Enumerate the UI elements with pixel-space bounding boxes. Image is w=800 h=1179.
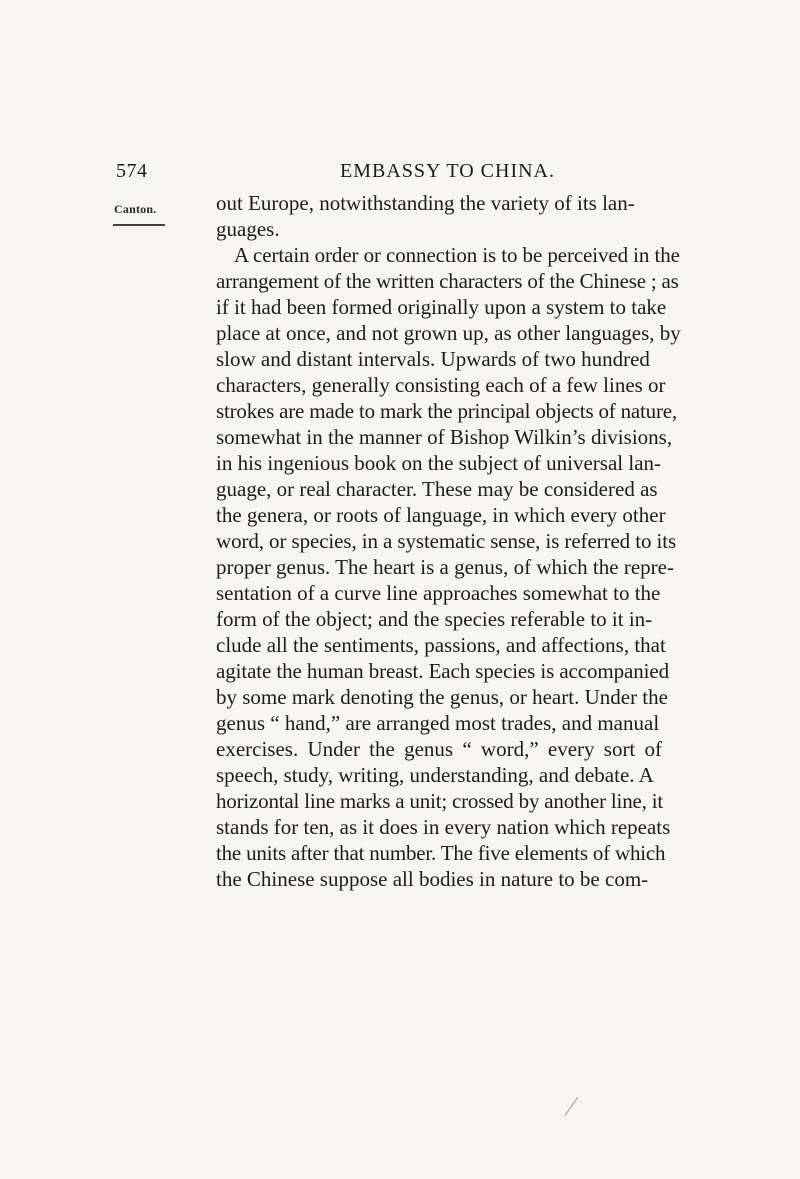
text-line: if it had been formed originally upon a system to take (216, 295, 667, 319)
text-line: slow and distant intervals. Upwards of two hundred (216, 347, 650, 371)
text-line: out Europe, notwithstanding the variety of its lan- (216, 191, 635, 215)
text-line: speech, study, writing, understanding, and debate. A (216, 763, 654, 787)
text-line: guage, or real character. These may be considered as (216, 477, 658, 501)
running-head: EMBASSY TO CHINA. (340, 160, 555, 182)
text-line: stands for ten, as it does in every nation which repeats (216, 815, 671, 839)
margin-rule (113, 224, 165, 226)
text-line: strokes are made to mark the principal objects of nature, (216, 399, 677, 423)
text-line: A certain order or connection is to be perceived in the (234, 243, 680, 267)
text-line: the Chinese suppose all bodies in nature to be com- (216, 867, 649, 891)
margin-note: Canton. (114, 202, 157, 216)
text-line: exercises. Under the genus “ word,” every sort of (216, 737, 663, 761)
text-line: clude all the sentiments, passions, and affections, that (216, 633, 666, 657)
text-line: horizontal line marks a unit; crossed by another line, it (216, 789, 663, 813)
text-line: arrangement of the written characters of the Chinese ; as (216, 269, 679, 293)
text-line: the genera, or roots of language, in which every other (216, 503, 666, 527)
text-line: proper genus. The heart is a genus, of which the repre- (216, 555, 674, 579)
text-line: the units after that number. The five elements of which (216, 841, 666, 865)
page-number: 574 (116, 160, 148, 182)
page-header (116, 160, 664, 190)
text-line: place at once, and not grown up, as other languages, by (216, 321, 681, 345)
text-line: by some mark denoting the genus, or heart. Under the (216, 685, 668, 709)
body-text (200, 190, 780, 892)
text-line: genus “ hand,” are arranged most trades, and manual (216, 711, 660, 735)
text-line: in his ingenious book on the subject of universal lan- (216, 451, 662, 475)
text-line: form of the object; and the species referable to it in- (216, 607, 653, 631)
text-line: word, or species, in a systematic sense, is referred to its (216, 529, 677, 553)
text-line: agitate the human breast. Each species is accompanied (216, 659, 670, 683)
text-line: somewhat in the manner of Bishop Wilkin’s divisions, (216, 425, 673, 449)
text-line: sentation of a curve line approaches somewhat to the (216, 581, 661, 605)
text-line: guages. (216, 217, 280, 241)
text-line: characters, generally consisting each of a few lines or (216, 373, 666, 397)
pencil-mark (565, 1097, 578, 1116)
